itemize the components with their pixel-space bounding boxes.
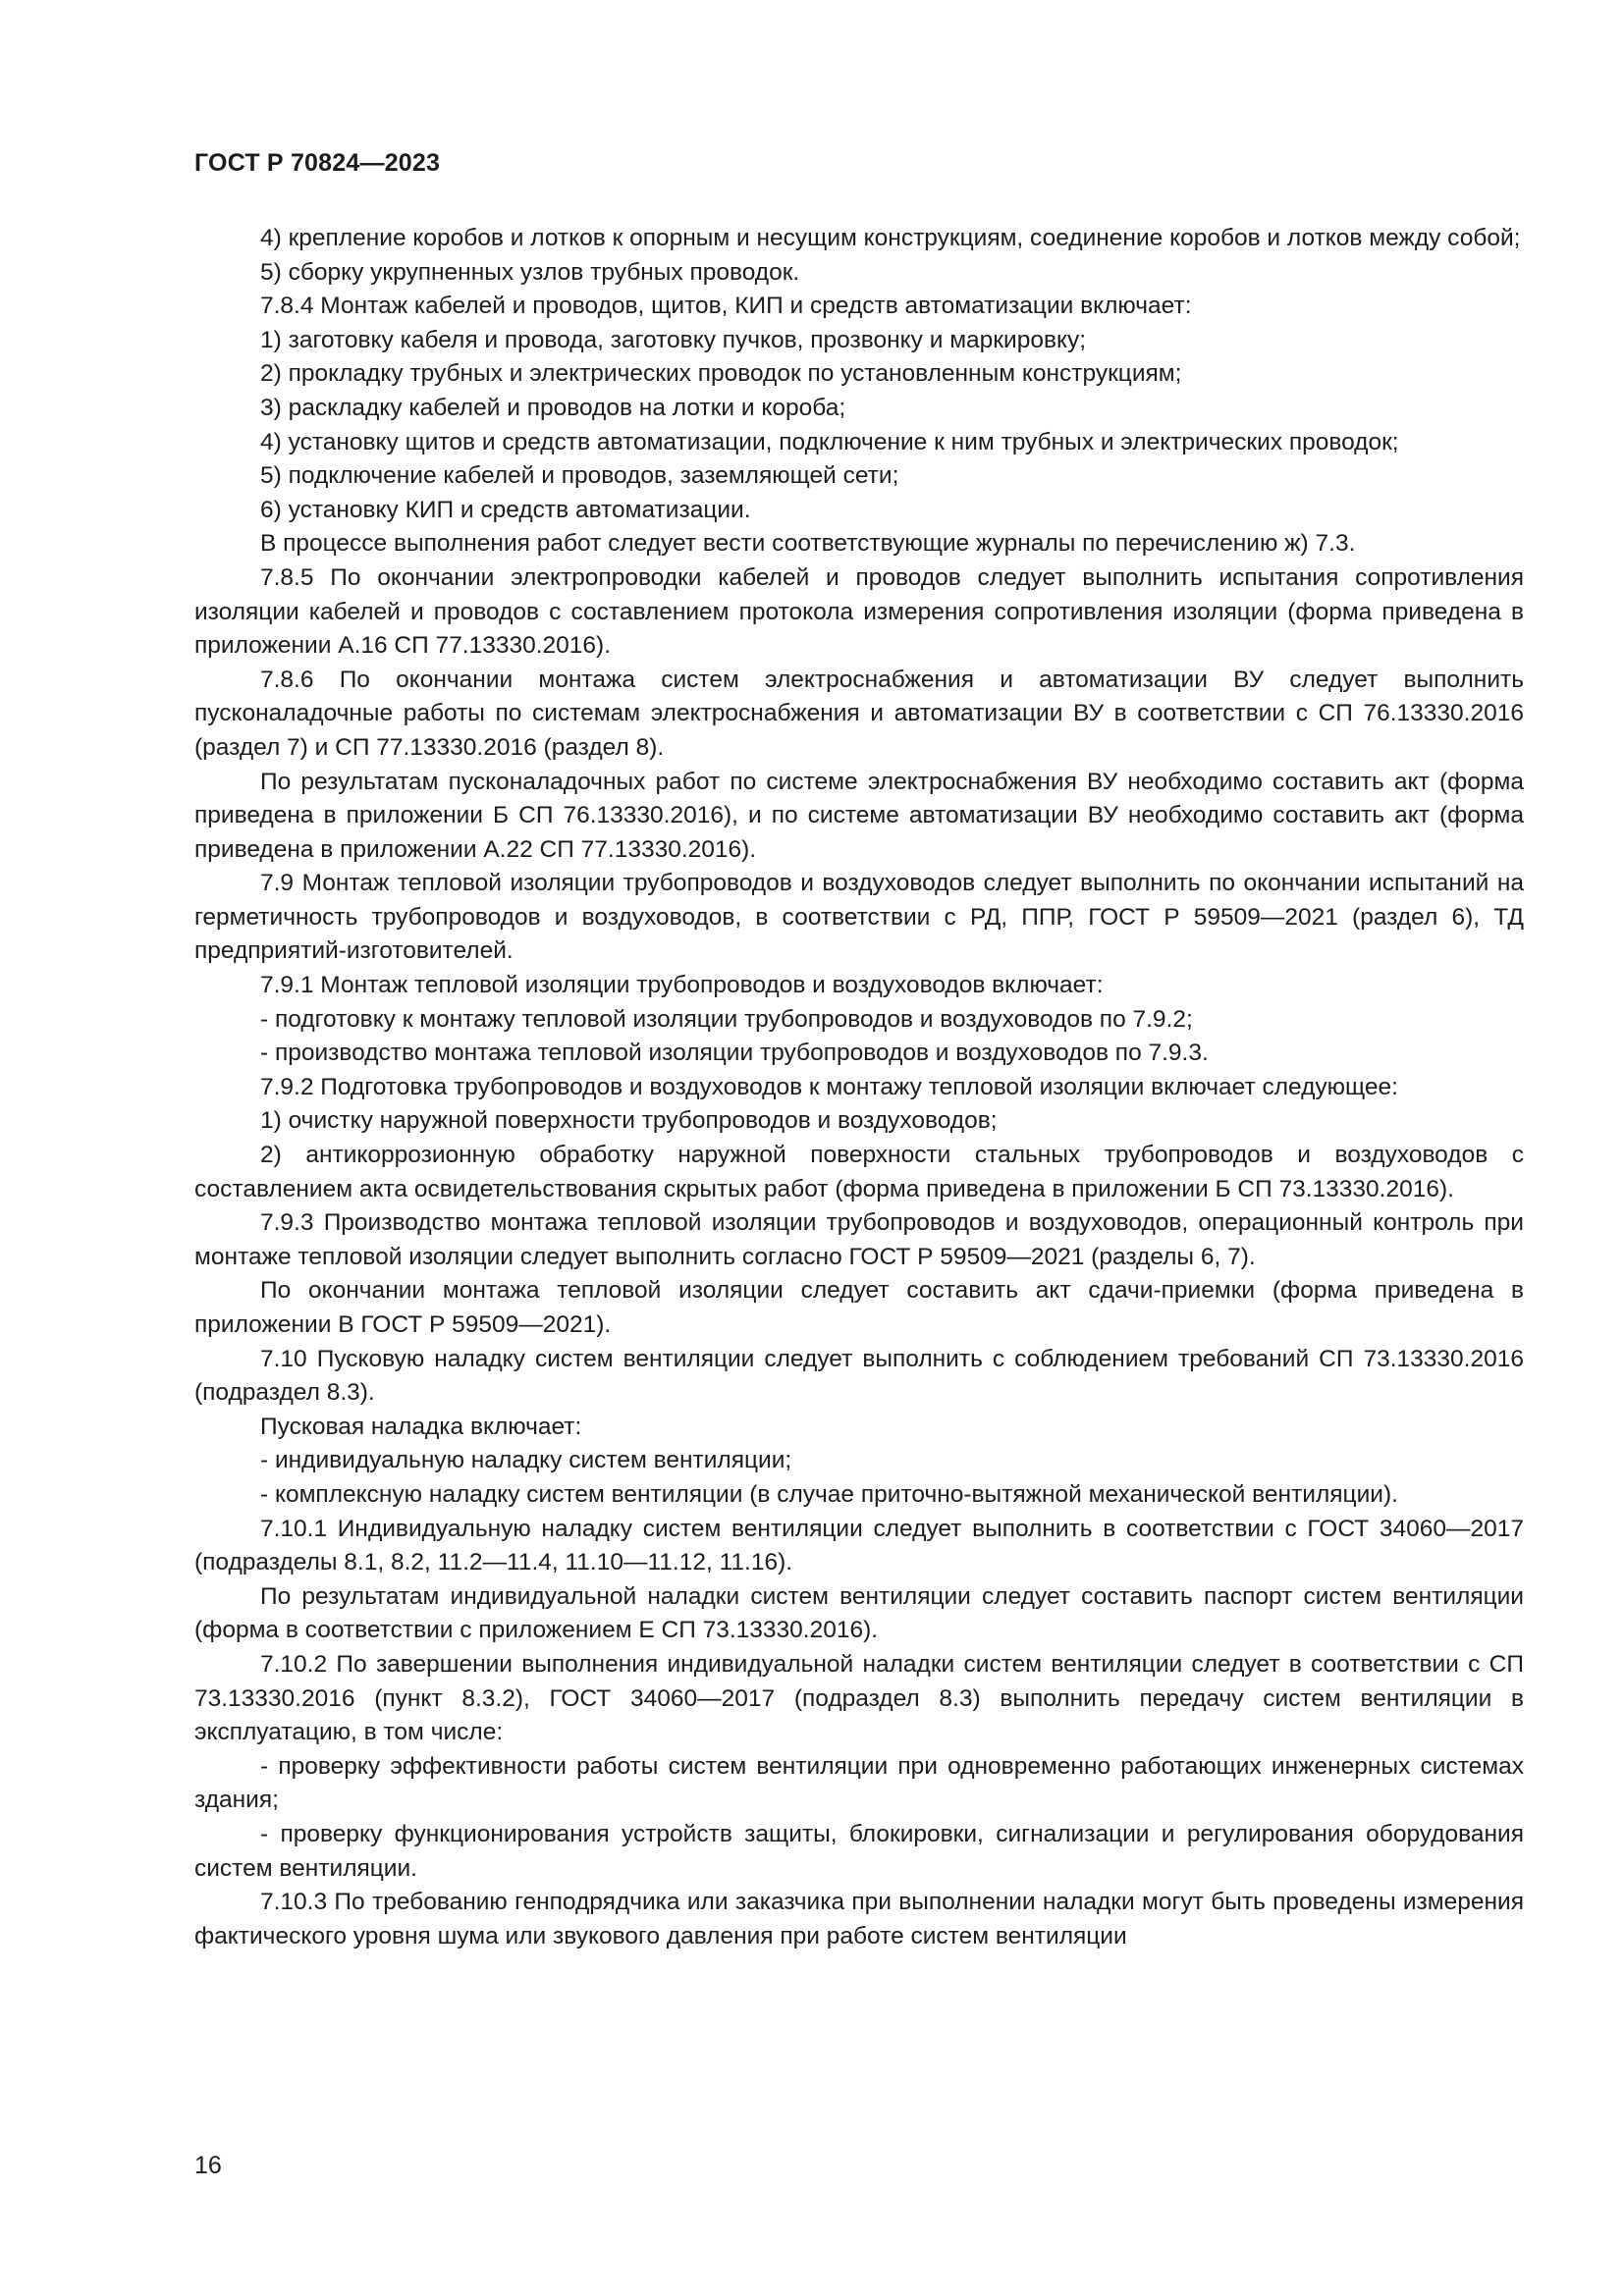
paragraph: 7.9.1 Монтаж тепловой изоляции трубопроводов и воздуховодов включает: [260,972,1104,999]
paragraph: - комплексную наладку систем вентиляции (в случае приточно-вытяжной механической вентиляции). [260,1480,1398,1508]
document-body [194,222,1524,1953]
paragraph: 7.9.3 Производство монтажа тепловой изоляции трубопроводов и воздуховодов, операционный контроль при монтаже тепловой изоляции следует выполнить согласно ГОСТ Р 59509—2021 (разделы 6, 7). [194,1209,1524,1270]
paragraph: 7.8.6 По окончании монтажа систем электроснабжения и автоматизации ВУ следует выполнить пусконаладочные работы по системам электроснабжения и автоматизации ВУ в соответствии с СП 76.13330.2016 (раздел 7) и СП 77.13330.2016 (раздел 8). [194,666,1524,761]
paragraph: 1) очистку наружной поверхности трубопроводов и воздуховодов; [260,1107,998,1135]
paragraph: 7.8.4 Монтаж кабелей и проводов, щитов, КИП и средств автоматизации включает: [260,293,1192,320]
document-header: ГОСТ Р 70824—2023 [194,149,441,177]
paragraph: 7.9 Монтаж тепловой изоляции трубопроводов и воздуховодов следует выполнить по окончании испытаний на герметичность трубопроводов и воздуховодов, в соответствии с РД, ППР, ГОСТ Р 59509—2021 (раздел 6), ТД предприятий-изготовителей. [194,870,1524,965]
paragraph: - проверку эффективности работы систем вентиляции при одновременно работающих инженерных системах здания; [194,1752,1524,1814]
paragraph: 5) сборку укрупненных узлов трубных проводок. [260,258,800,286]
paragraph: 4) крепление коробов и лотков к опорным и несущим конструкциям, соединение коробов и лотков между собой; [260,225,1521,251]
paragraph: 2) прокладку трубных и электрических проводок по установленным конструкциям; [260,360,1182,388]
paragraph: В процессе выполнения работ следует вести соответствующие журналы по перечислению ж) 7.3. [260,530,1356,558]
paragraph: 2) антикоррозионную обработку наружной поверхности стальных трубопроводов и воздуховодов с составлением акта освидетельствования скрытых работ (форма приведена в приложении Б СП 73.13330.2016). [194,1142,1524,1202]
paragraph: 7.10 Пусковую наладку систем вентиляции следует выполнить с соблюдением требований СП 73.13330.2016 (подраздел 8.3). [194,1345,1524,1407]
paragraph: 7.10.1 Индивидуальную наладку систем вентиляции следует выполнить в соответствии с ГОСТ 34060—2017 (подразделы 8.1, 8.2, 11.2—11.4, 11.10—11.12, 11.16). [194,1515,1524,1576]
paragraph: - индивидуальную наладку систем вентиляции; [260,1447,792,1474]
paragraph: По результатам пусконаладочных работ по системе электроснабжения ВУ необходимо составить акт (форма приведена в приложении Б СП 76.13330.2016), и по системе автоматизации ВУ необходимо составить акт (форма приведена в приложении А.22 СП 77.13330.2016). [194,768,1524,863]
paragraph: 6) установку КИП и средств автоматизации. [260,496,751,523]
paragraph: - подготовку к монтажу тепловой изоляции трубопроводов и воздуховодов по 7.9.2; [260,1005,1193,1033]
paragraph: По результатам индивидуальной наладки систем вентиляции следует составить паспорт систем вентиляции (форма в соответствии с приложением Е СП 73.13330.2016). [194,1582,1524,1644]
paragraph: 1) заготовку кабеля и провода, заготовку пучков, прозвонку и маркировку; [260,326,1087,353]
paragraph: 5) подключение кабелей и проводов, заземляющей сети; [260,462,899,490]
paragraph: 4) установку щитов и средств автоматизации, подключение к ним трубных и электрических проводок; [260,428,1399,455]
paragraph: 7.10.3 По требованию генподрядчика или заказчика при выполнении наладки могут быть проведены измерения фактического уровня шума или звукового давления при работе систем вентиляции [194,1889,1524,1949]
page-number: 16 [194,2152,222,2179]
paragraph: Пусковая наладка включает: [260,1413,582,1440]
paragraph: - проверку функционирования устройств защиты, блокировки, сигнализации и регулирования оборудования систем вентиляции. [194,1820,1524,1882]
paragraph: По окончании монтажа тепловой изоляции следует составить акт сдачи-приемки (форма приведена в приложении В ГОСТ Р 59509—2021). [194,1277,1524,1338]
paragraph: - производство монтажа тепловой изоляции трубопроводов и воздуховодов по 7.9.3. [260,1040,1209,1067]
paragraph: 7.8.5 По окончании электропроводки кабелей и проводов следует выполнить испытания сопротивления изоляции кабелей и проводов с составлением протокола измерения сопротивления изоляции (форма приведена в приложении А.16 СП 77.13330.2016). [194,563,1524,660]
paragraph: 7.9.2 Подготовка трубопроводов и воздуховодов к монтажу тепловой изоляции включает следующее: [260,1073,1398,1100]
paragraph: 7.10.2 По завершении выполнения индивидуальной наладки систем вентиляции следует в соответствии с СП 73.13330.2016 (пункт 8.3.2), ГОСТ 34060—2017 (подраздел 8.3) выполнить передачу систем вентиляции в эксплуатацию, в том числе: [194,1650,1524,1746]
paragraph: 3) раскладку кабелей и проводов на лотки и короба; [260,394,846,421]
